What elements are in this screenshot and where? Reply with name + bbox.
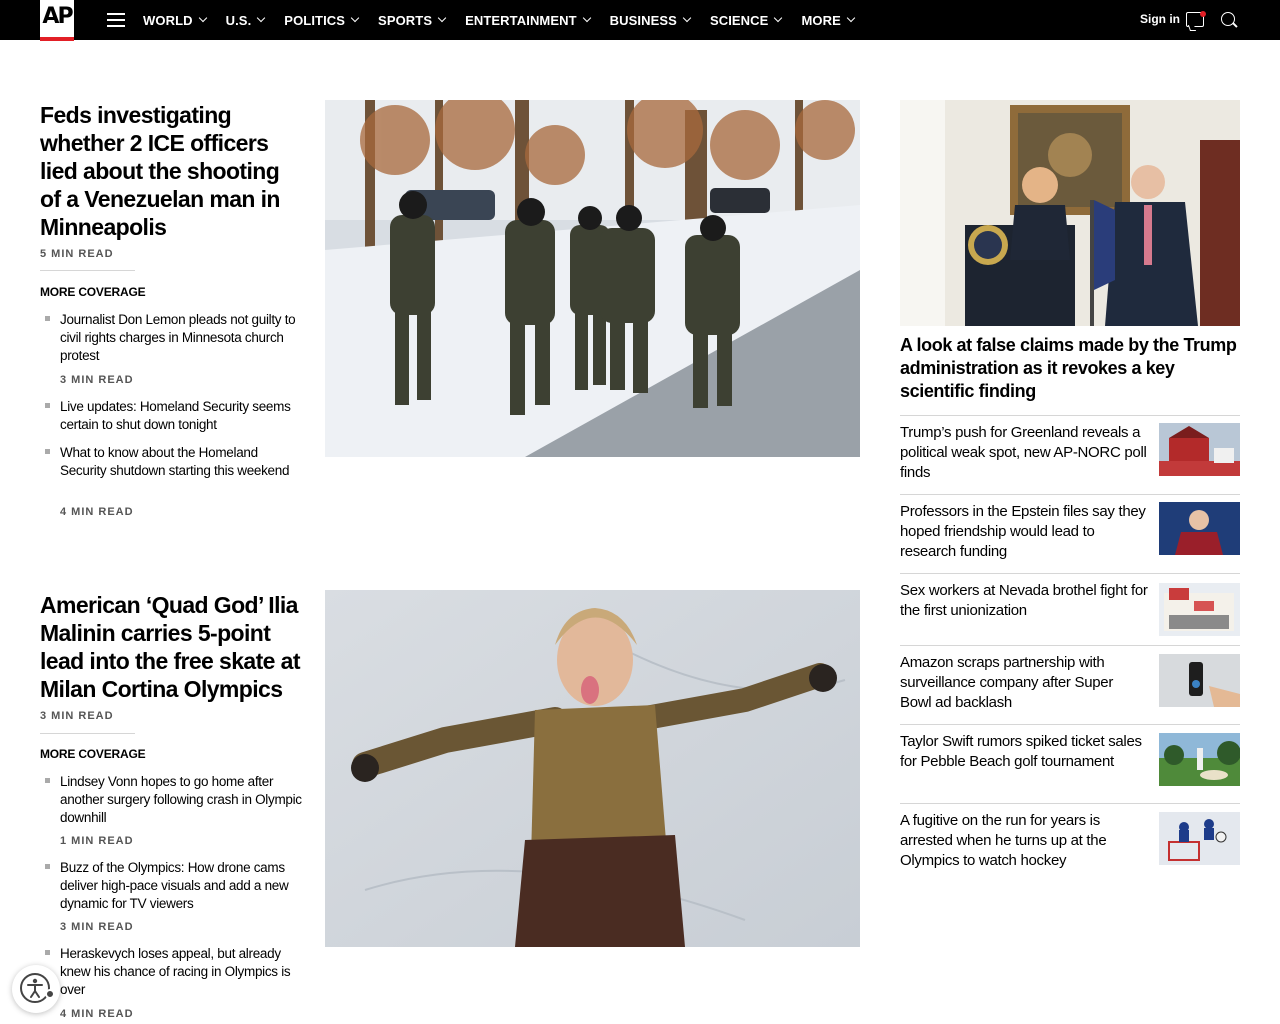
nav-label: WORLD — [143, 12, 193, 28]
chevron-down-icon — [351, 14, 359, 22]
golf-thumb — [1159, 733, 1240, 786]
nav-label: POLITICS — [284, 12, 346, 28]
related-read-time: 3 MIN READ — [60, 921, 134, 933]
main-nav — [143, 0, 874, 40]
nav-science[interactable] — [710, 13, 782, 28]
more-coverage-label: MORE COVERAGE — [40, 747, 146, 761]
nav-more[interactable] — [801, 13, 853, 28]
story2-photo[interactable] — [325, 590, 860, 947]
list-item-title[interactable]: Amazon scraps partnership with surveillance company after Super Bowl ad backlash — [900, 654, 1114, 711]
accessibility-button[interactable] — [12, 965, 60, 1013]
nav-world[interactable] — [143, 13, 206, 28]
chevron-down-icon — [774, 14, 782, 22]
more-coverage-label: MORE COVERAGE — [40, 285, 146, 299]
list-item-title[interactable]: Taylor Swift rumors spiked ticket sales for Pebble Beach golf tournament — [900, 733, 1142, 770]
related-read-time: 4 MIN READ — [60, 506, 134, 518]
chevron-down-icon — [257, 14, 265, 22]
related-link[interactable]: Buzz of the Olympics: How drone cams deliver high-pace visuals and add a new dynamic for TV viewers — [60, 860, 289, 911]
divider — [900, 415, 1240, 416]
accessibility-badge-icon — [45, 989, 55, 999]
related-link[interactable]: What to know about the Homeland Security shutdown starting this weekend — [60, 445, 290, 478]
greenland-thumb — [1159, 423, 1240, 476]
related-link[interactable]: Live updates: Homeland Security seems certain to shut down tonight — [60, 399, 291, 432]
bullet-icon — [45, 449, 50, 454]
list-item-title[interactable]: Sex workers at Nevada brothel fight for the first unionization — [900, 582, 1148, 619]
bullet-icon — [45, 778, 50, 783]
professor-thumb — [1159, 502, 1240, 555]
divider — [40, 733, 135, 734]
divider — [900, 573, 1240, 574]
list-item-title[interactable]: A fugitive on the run for years is arrested when he turns up at the Olympics to watch hockey — [900, 812, 1107, 869]
list-item-thumbnail[interactable] — [1159, 654, 1240, 707]
sign-in-link[interactable]: Sign in — [1140, 12, 1180, 26]
list-item-thumbnail[interactable] — [1159, 583, 1240, 636]
nav-label: SCIENCE — [709, 12, 769, 28]
related-read-time: 4 MIN READ — [60, 1008, 134, 1020]
chevron-down-icon — [582, 14, 590, 22]
divider — [900, 645, 1240, 646]
bullet-icon — [45, 403, 50, 408]
skater-photo-illustration — [325, 590, 860, 947]
bullet-icon — [45, 316, 50, 321]
list-item-thumbnail[interactable] — [1159, 423, 1240, 476]
story1-read-time: 5 MIN READ — [40, 248, 114, 260]
chevron-down-icon — [438, 14, 446, 22]
nav-business[interactable] — [610, 13, 690, 28]
nav-label: SPORTS — [378, 12, 433, 28]
list-item-thumbnail[interactable] — [1159, 502, 1240, 555]
menu-icon[interactable] — [107, 13, 125, 27]
nav-label: ENTERTAINMENT — [465, 12, 577, 28]
story1-headline[interactable]: Feds investigating whether 2 ICE officers lied about the shooting of a Venezuelan man in Minneapolis — [40, 102, 280, 240]
nav-politics[interactable] — [284, 13, 358, 28]
nav-label: U.S. — [225, 12, 252, 28]
bullet-icon — [45, 950, 50, 955]
nav-label: BUSINESS — [609, 12, 677, 28]
right-lead-headline[interactable]: A look at false claims made by the Trump administration as it revokes a key scientific finding — [900, 335, 1237, 401]
brothel-thumb — [1159, 583, 1240, 636]
related-link[interactable]: Heraskevych loses appeal, but already knew his chance of racing in Olympics is over — [60, 946, 291, 997]
divider — [40, 270, 135, 271]
top-navigation-bar — [0, 0, 1280, 40]
right-lead-photo[interactable] — [900, 100, 1240, 326]
divider — [900, 724, 1240, 725]
related-link[interactable]: Journalist Don Lemon pleads not guilty to civil rights charges in Minnesota church protest — [60, 312, 296, 363]
chevron-down-icon — [198, 14, 206, 22]
officers-photo-illustration — [325, 100, 860, 457]
nav-label: MORE — [801, 12, 841, 28]
nav-us[interactable] — [226, 13, 265, 28]
ap-logo[interactable] — [40, 0, 74, 41]
nav-entertainment[interactable] — [465, 13, 590, 28]
related-link[interactable]: Lindsey Vonn hopes to go home after another surgery following crash in Olympic downhill — [60, 774, 302, 825]
story1-photo[interactable] — [325, 100, 860, 457]
divider — [900, 494, 1240, 495]
accessibility-icon — [20, 973, 50, 1003]
logo-red-bar — [40, 37, 74, 41]
divider — [900, 803, 1240, 804]
hockey-thumb — [1159, 812, 1240, 865]
bullet-icon — [45, 864, 50, 869]
list-item-thumbnail[interactable] — [1159, 733, 1240, 786]
ap-logo-text: AP — [42, 4, 72, 29]
story2-read-time: 3 MIN READ — [40, 710, 114, 722]
doorbell-thumb — [1159, 654, 1240, 707]
chevron-down-icon — [683, 14, 691, 22]
nav-sports[interactable] — [378, 13, 445, 28]
podium-photo-illustration — [900, 100, 1240, 326]
related-read-time: 1 MIN READ — [60, 835, 134, 847]
chevron-down-icon — [847, 14, 855, 22]
notification-dot — [1200, 11, 1206, 17]
related-read-time: 3 MIN READ — [60, 374, 134, 386]
list-item-thumbnail[interactable] — [1159, 812, 1240, 865]
list-item-title[interactable]: Professors in the Epstein files say they hoped friendship would lead to research funding — [900, 503, 1146, 560]
list-item-title[interactable]: Trump’s push for Greenland reveals a political weak spot, new AP-NORC poll finds — [900, 424, 1147, 481]
accessibility-figure-icon — [22, 975, 48, 1001]
search-icon[interactable] — [1221, 12, 1235, 26]
story2-headline[interactable]: American ‘Quad God’ Ilia Malinin carries 5-point lead into the free skate at Milan Cortina Olympics — [40, 592, 300, 702]
